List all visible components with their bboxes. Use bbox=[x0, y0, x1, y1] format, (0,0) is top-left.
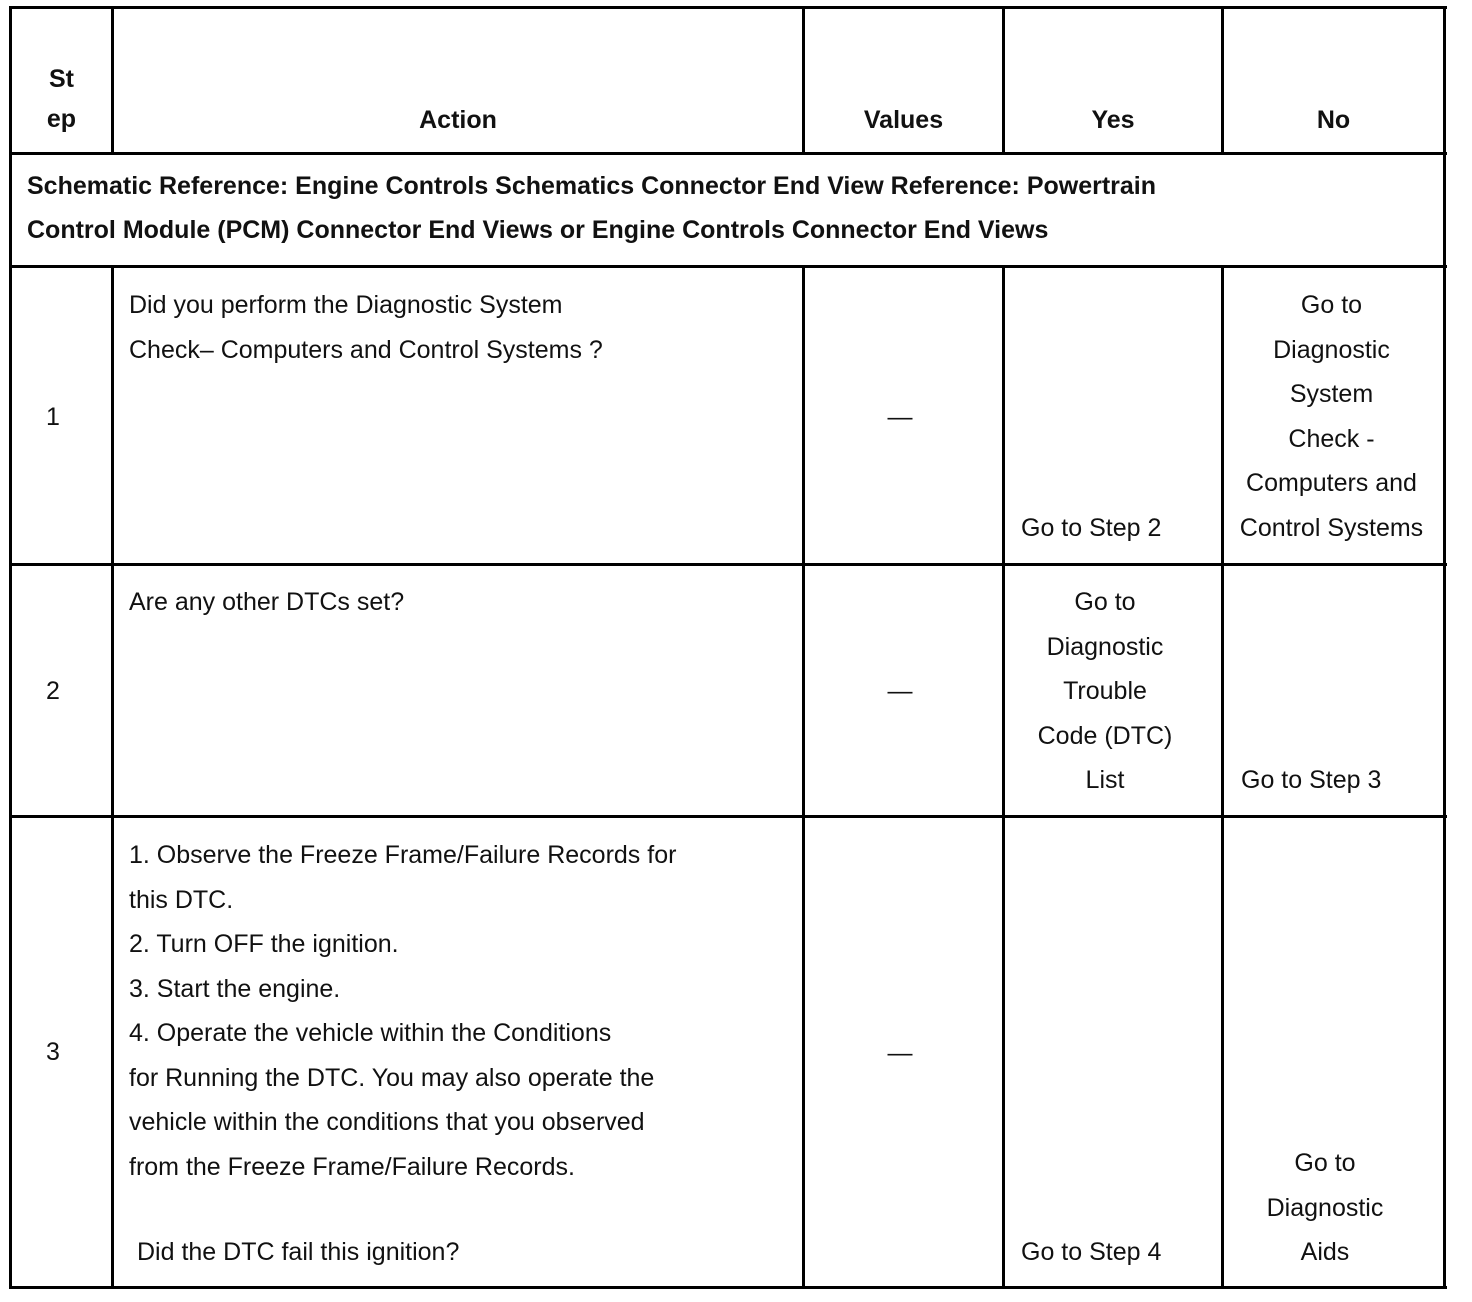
row3-question: Did the DTC fail this ignition? bbox=[137, 1238, 460, 1266]
row3-no: Go to Diagnostic Aids bbox=[1266, 1149, 1384, 1267]
schematic-reference-line1: Schematic Reference: Engine Controls Schematics Connector End View Reference: Powertrain bbox=[27, 172, 1157, 200]
row2-values: — bbox=[887, 677, 913, 705]
row2-action: Are any other DTCs set? bbox=[129, 588, 405, 616]
row3-action-step-4: 4. Operate the vehicle within the Conditions for Running the DTC. You may also operate the vehicle within the conditions that you observed from the Freeze Frame/Failure Records. bbox=[129, 1019, 655, 1181]
row2-divider bbox=[9, 815, 1447, 818]
table-border-right bbox=[1443, 6, 1446, 1289]
col-divider-yes bbox=[1221, 265, 1224, 1289]
row2-no: Go to Step 3 bbox=[1241, 766, 1382, 794]
header-values: Values bbox=[863, 106, 944, 134]
table-border-bottom bbox=[9, 1286, 1447, 1289]
row3-step: 3 bbox=[46, 1038, 60, 1066]
row1-step: 1 bbox=[46, 403, 60, 431]
row2-step: 2 bbox=[46, 677, 60, 705]
row3-action-step-3: 3. Start the engine. bbox=[129, 975, 341, 1003]
row3-values: — bbox=[887, 1039, 913, 1067]
row1-action: Did you perform the Diagnostic System Check– Computers and Control Systems ? bbox=[129, 291, 603, 364]
row3-action-step-2: 2. Turn OFF the ignition. bbox=[129, 930, 399, 958]
row2-yes: Go to Diagnostic Trouble Code (DTC) List bbox=[1037, 588, 1173, 795]
header-action: Action bbox=[419, 106, 497, 134]
table-border-top bbox=[9, 6, 1447, 9]
header-yes: Yes bbox=[1091, 106, 1135, 134]
row1-no: Go to Diagnostic System Check - Computers and Control Systems bbox=[1239, 291, 1424, 542]
row1-yes: Go to Step 2 bbox=[1021, 514, 1162, 542]
row3-action-step-1: 1. Observe the Freeze Frame/Failure Records for this DTC. bbox=[129, 841, 677, 914]
table-border-left bbox=[9, 6, 12, 1289]
header-divider bbox=[9, 152, 1447, 155]
header-step: St ep bbox=[46, 65, 77, 133]
header-no: No bbox=[1316, 106, 1351, 134]
reference-divider bbox=[9, 265, 1447, 268]
col-divider-step bbox=[111, 265, 114, 1289]
row1-divider bbox=[9, 563, 1447, 566]
row3-yes: Go to Step 4 bbox=[1021, 1238, 1162, 1266]
row1-values: — bbox=[887, 403, 913, 431]
schematic-reference-line2: Control Module (PCM) Connector End Views or Engine Controls Connector End Views bbox=[27, 216, 1049, 244]
